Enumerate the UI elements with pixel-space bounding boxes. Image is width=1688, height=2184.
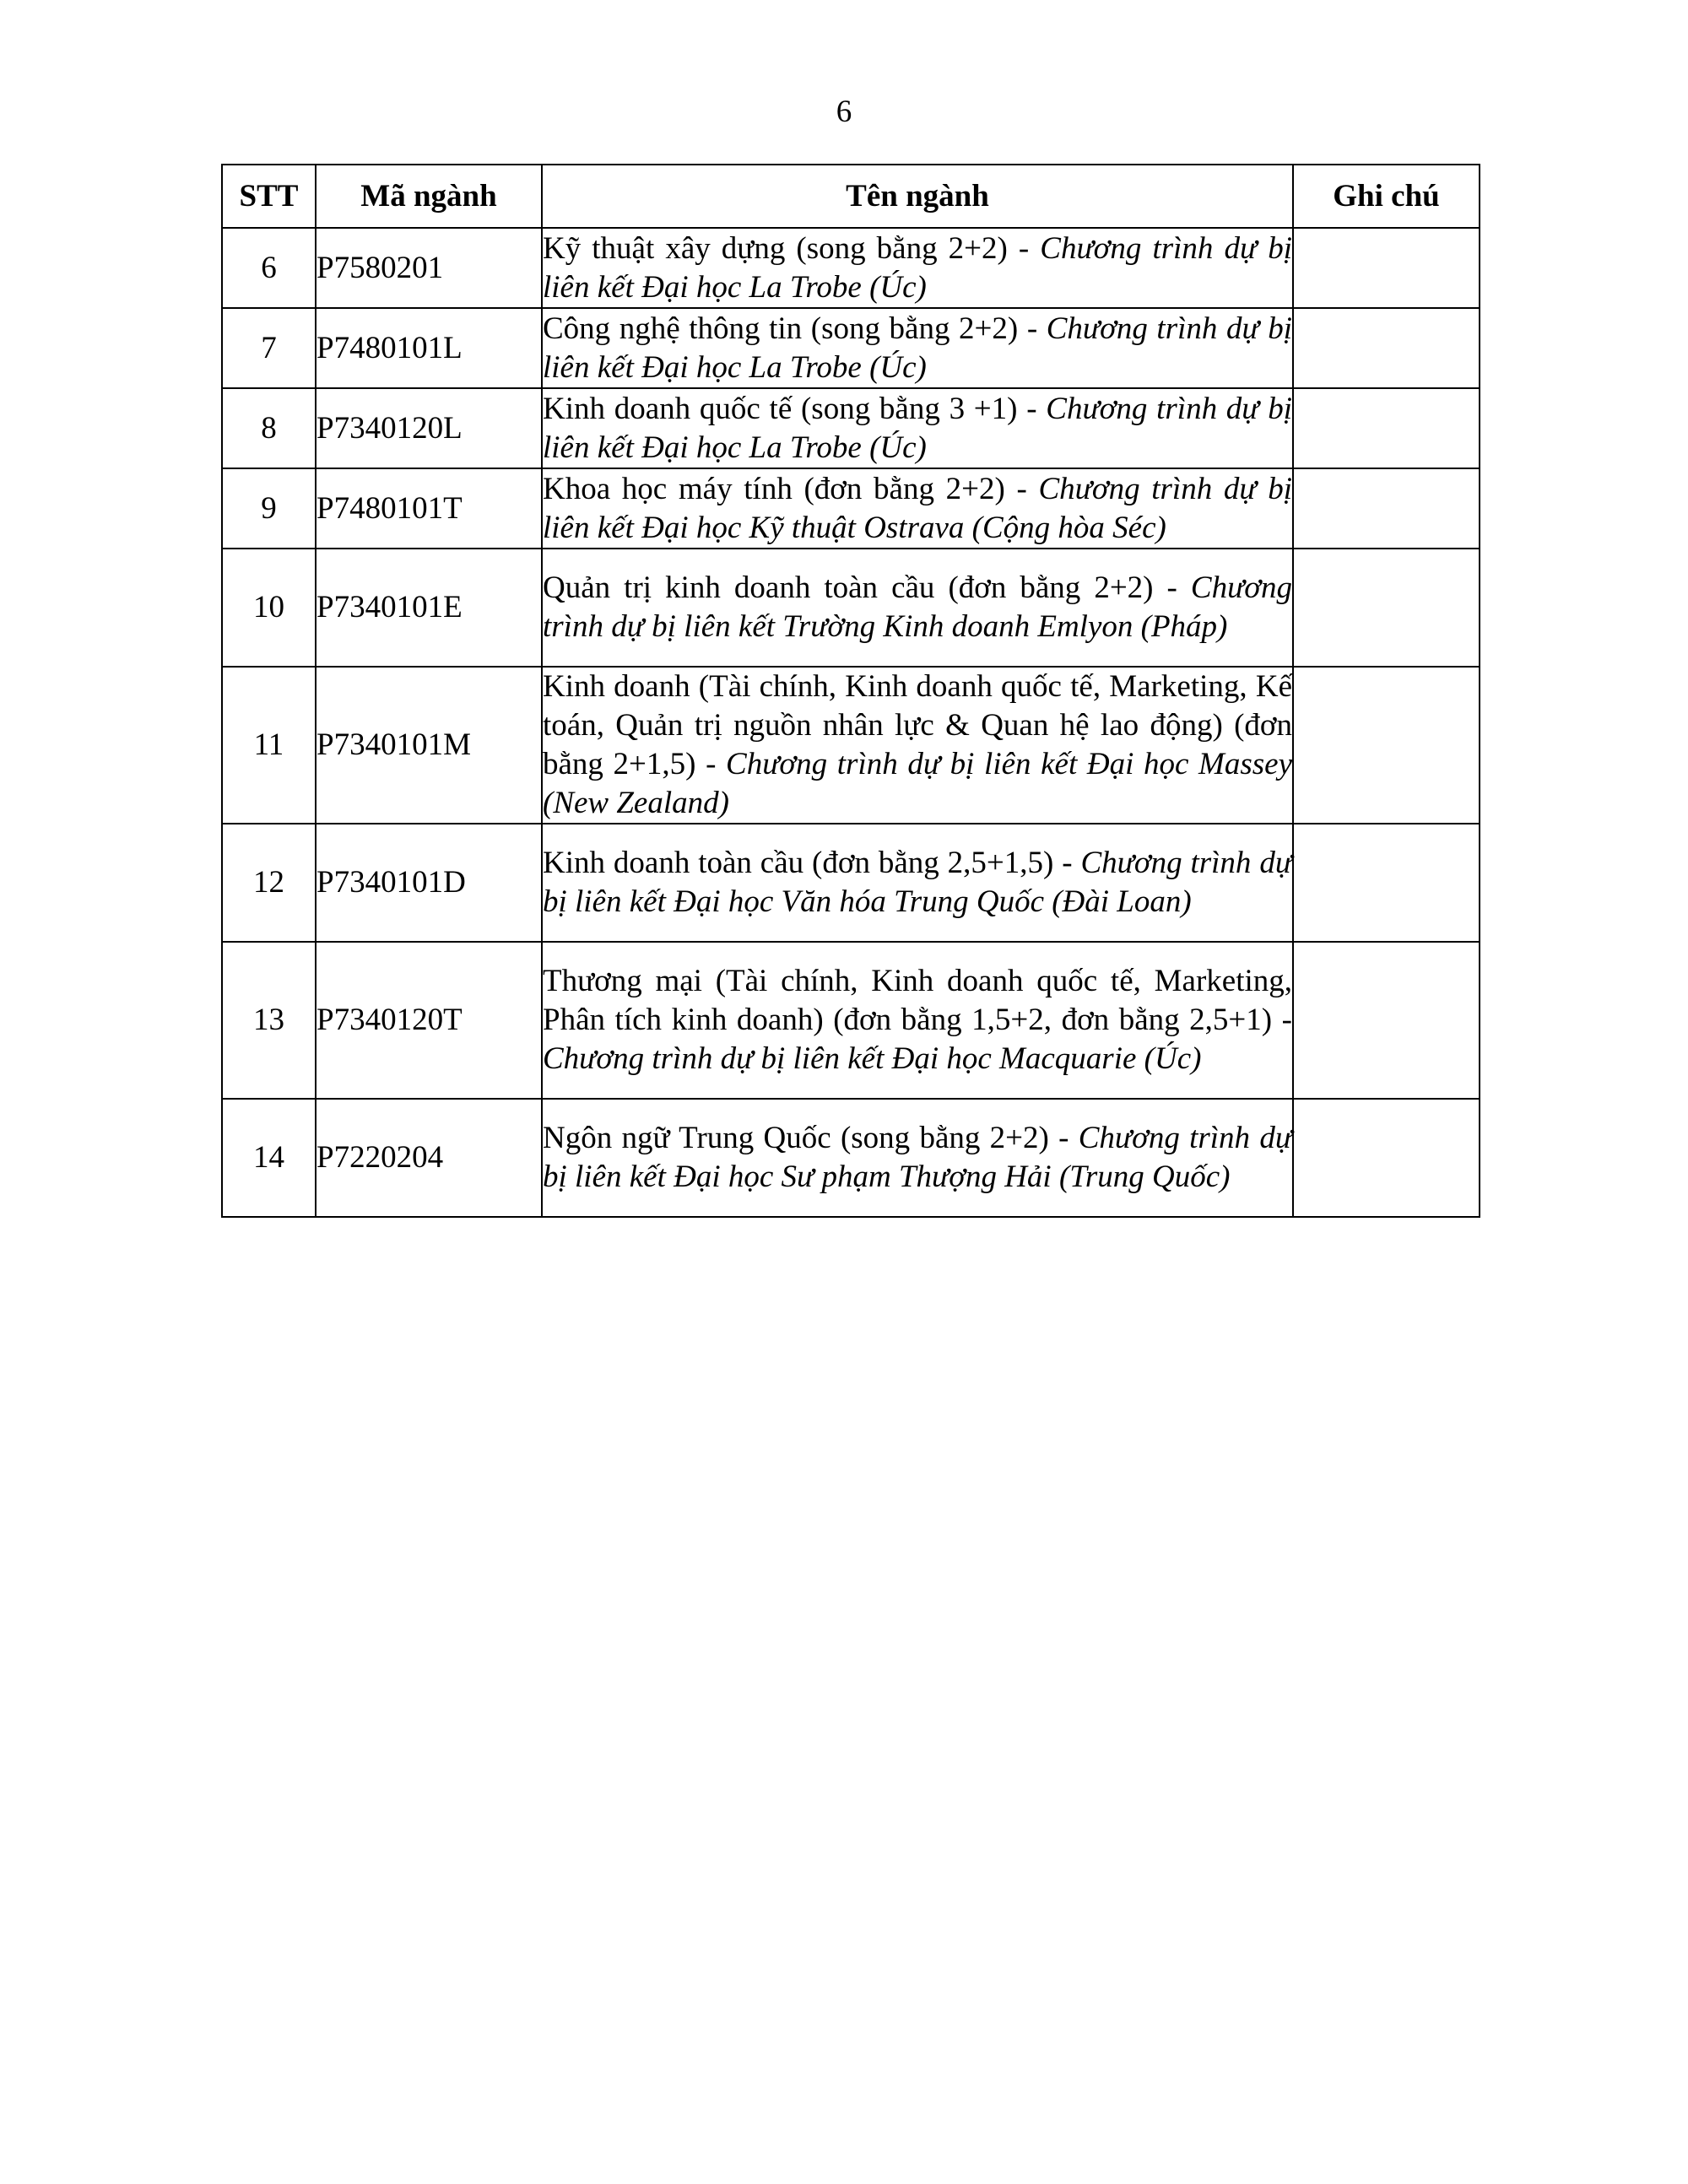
row-major-code: P7340120T: [316, 942, 542, 1099]
table-row: [222, 942, 1480, 1099]
major-title: Kinh doanh toàn cầu (đơn bằng 2,5+1,5) -: [543, 846, 1073, 880]
row-note: [1293, 388, 1480, 468]
row-stt: 9: [222, 468, 316, 549]
row-major-code: P7220204: [316, 1099, 542, 1217]
row-major-code: P7580201: [316, 228, 542, 308]
major-title: Thương mại (Tài chính, Kinh doanh quốc tế, Marketing, Phân tích kinh doanh) (đơn bằng 1,5+2, đơn bằng 2,5+1) -: [543, 964, 1292, 1037]
row-major-name: [542, 468, 1293, 549]
table-row: [222, 308, 1480, 388]
program-description: Chương trình dự bị liên kết Đại học Kỹ thuật Ostrava (Cộng hòa Séc): [543, 471, 1293, 545]
row-major-code: P7340101M: [316, 667, 542, 824]
row-note: [1293, 824, 1480, 942]
row-stt: 6: [222, 228, 316, 308]
row-major-code: P7340101D: [316, 824, 542, 942]
header-major-name: Tên ngành: [542, 165, 1293, 228]
row-major-name: [542, 667, 1293, 824]
row-major-name: [542, 308, 1293, 388]
table-row: [222, 228, 1480, 308]
row-note: [1293, 228, 1480, 308]
major-title: Kinh doanh (Tài chính, Kinh doanh quốc tế, Marketing, Kế toán, Quản trị nguồn nhân lực & Quan hệ lao động) (đơn bằng 2+1,5) -: [543, 669, 1292, 781]
row-major-name: [542, 942, 1293, 1099]
header-note: Ghi chú: [1293, 165, 1480, 228]
program-description: Chương trình dự bị liên kết Đại học Massey (New Zealand): [543, 747, 1292, 820]
row-note: [1293, 549, 1480, 667]
row-stt: 13: [222, 942, 316, 1099]
row-note: [1293, 1099, 1480, 1217]
program-description: Chương trình dự bị liên kết Đại học Văn hóa Trung Quốc (Đài Loan): [543, 846, 1293, 919]
row-note: [1293, 942, 1480, 1099]
table-row: [222, 667, 1480, 824]
table-row: [222, 388, 1480, 468]
programs-table: [221, 164, 1480, 1218]
table-row: [222, 549, 1480, 667]
row-major-name: [542, 549, 1293, 667]
program-description: Chương trình dự bị liên kết Đại học La Trobe (Úc): [543, 311, 1293, 385]
row-stt: 12: [222, 824, 316, 942]
table-row: [222, 1099, 1480, 1217]
row-major-code: P7480101L: [316, 308, 542, 388]
program-description: Chương trình dự bị liên kết Đại học Macquarie (Úc): [543, 1041, 1202, 1076]
major-title: Kỹ thuật xây dựng (song bằng 2+2) -: [543, 230, 1030, 266]
program-description: Chương trình dự bị liên kết Đại học Sư phạm Thượng Hải (Trung Quốc): [543, 1121, 1293, 1194]
major-title: Công nghệ thông tin (song bằng 2+2) -: [543, 311, 1038, 346]
table-row: [222, 824, 1480, 942]
row-note: [1293, 308, 1480, 388]
row-major-name: [542, 824, 1293, 942]
major-title: Ngôn ngữ Trung Quốc (song bằng 2+2) -: [543, 1121, 1069, 1155]
program-description: Chương trình dự bị liên kết Đại học La Trobe (Úc): [543, 230, 1292, 305]
row-stt: 11: [222, 667, 316, 824]
row-stt: 7: [222, 308, 316, 388]
row-major-code: P7340120L: [316, 388, 542, 468]
major-title: Kinh doanh quốc tế (song bằng 3 +1) -: [543, 391, 1037, 426]
row-stt: 14: [222, 1099, 316, 1217]
table-header-row: [222, 165, 1480, 228]
header-stt: STT: [222, 165, 316, 228]
row-major-name: [542, 388, 1293, 468]
table-row: [222, 468, 1480, 549]
row-stt: 8: [222, 388, 316, 468]
row-note: [1293, 468, 1480, 549]
row-major-code: P7340101E: [316, 549, 542, 667]
row-major-name: [542, 228, 1293, 308]
header-major-code: Mã ngành: [316, 165, 542, 228]
page-number: 6: [836, 95, 852, 129]
row-major-code: P7480101T: [316, 468, 542, 549]
major-title: Quản trị kinh doanh toàn cầu (đơn bằng 2+2) -: [543, 570, 1177, 605]
program-description: Chương trình dự bị liên kết Trường Kinh doanh Emlyon (Pháp): [543, 570, 1292, 644]
row-stt: 10: [222, 549, 316, 667]
row-note: [1293, 667, 1480, 824]
program-description: Chương trình dự bị liên kết Đại học La Trobe (Úc): [543, 391, 1292, 465]
row-major-name: [542, 1099, 1293, 1217]
major-title: Khoa học máy tính (đơn bằng 2+2) -: [543, 471, 1027, 506]
